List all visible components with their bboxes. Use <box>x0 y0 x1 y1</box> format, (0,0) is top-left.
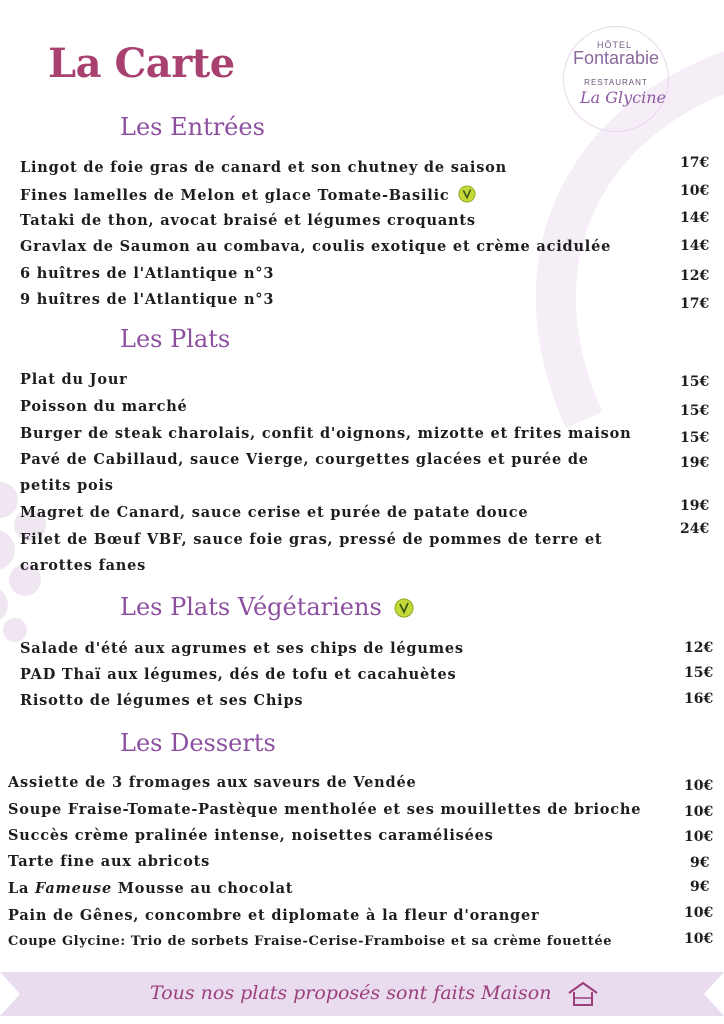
menu-price: 10€ <box>684 905 714 921</box>
logo-restaurant-label: RESTAURANT <box>584 78 648 87</box>
menu-item: Filet de Bœuf VBF, sauce foie gras, pressé de pommes de terre et carottes fanes <box>20 531 603 574</box>
section-title-desserts: Les Desserts <box>120 729 276 757</box>
menu-item-emphasis: Fameuse <box>35 880 113 897</box>
menu-price: 12€ <box>680 268 710 284</box>
section-title-label: Les Plats Végétariens <box>120 593 382 621</box>
menu-price: 9€ <box>690 879 710 895</box>
menu-item: Salade d'été aux agrumes et ses chips de légumes <box>20 640 464 657</box>
menu-item: Tataki de thon, avocat braisé et légumes croquants <box>20 212 476 229</box>
menu-item <box>20 185 476 204</box>
menu-price: 14€ <box>680 210 710 226</box>
logo-hotel-name: Fontarabie <box>572 48 660 68</box>
page-title: La Carte <box>48 40 235 87</box>
menu-price: 10€ <box>684 804 714 820</box>
menu-item: 6 huîtres de l'Atlantique n°3 <box>20 265 275 282</box>
menu-item-suffix: Mousse au chocolat <box>112 880 294 897</box>
menu-item: Pavé de Cabillaud, sauce Vierge, courgettes glacées et purée de petits pois <box>20 451 589 494</box>
logo-restaurant-name: La Glycine <box>579 88 667 107</box>
menu-item: Plat du Jour <box>20 371 128 388</box>
menu-item: Coupe Glycine: Trio de sorbets Fraise-Cerise-Framboise et sa crème fouettée <box>8 934 613 949</box>
menu-price: 9€ <box>690 855 710 871</box>
menu-item: Risotto de légumes et ses Chips <box>20 692 304 709</box>
menu-item: Assiette de 3 fromages aux saveurs de Vendée <box>8 774 417 791</box>
menu-price: 12€ <box>684 640 714 656</box>
menu-price: 10€ <box>684 931 714 947</box>
menu-price: 15€ <box>680 430 710 446</box>
menu-price: 15€ <box>680 403 710 419</box>
section-title-entrees: Les Entrées <box>120 113 265 141</box>
menu-item <box>8 880 293 897</box>
menu-item: Burger de steak charolais, confit d'oignons, mizotte et frites maison <box>20 425 632 442</box>
menu-item: 9 huîtres de l'Atlantique n°3 <box>20 291 275 308</box>
menu-price: 15€ <box>680 374 710 390</box>
menu-item: Tarte fine aux abricots <box>8 853 211 870</box>
section-title-plats: Les Plats <box>120 325 231 353</box>
menu-item-prefix: La <box>8 880 36 897</box>
menu-item: Soupe Fraise-Tomate-Pastèque mentholée et ses mouillettes de brioche <box>8 801 642 818</box>
menu-price: 10€ <box>680 183 710 199</box>
menu-price: 10€ <box>684 778 714 794</box>
vegetarian-icon <box>458 185 476 203</box>
menu-price: 17€ <box>680 155 710 171</box>
menu-item-label: Fines lamelles de Melon et glace Tomate-Basilic <box>20 187 450 204</box>
menu-item: Poisson du marché <box>20 398 188 415</box>
menu-item: Succès crème pralinée intense, noisettes caramélisées <box>8 827 494 844</box>
menu-price: 15€ <box>684 665 714 681</box>
menu-item: PAD Thaï aux légumes, dés de tofu et cacahuètes <box>20 666 457 683</box>
vegetarian-icon <box>394 598 414 618</box>
section-title-vegetariens <box>120 593 414 621</box>
menu-price: 17€ <box>680 296 710 312</box>
menu-price: 14€ <box>680 238 710 254</box>
menu-price: 10€ <box>684 829 714 845</box>
logo-hotel-label: HÔTEL <box>597 40 633 50</box>
menu-item: Magret de Canard, sauce cerise et purée de patate douce <box>20 504 529 521</box>
menu-price: 19€ <box>680 498 710 514</box>
menu-price: 19€ <box>680 455 710 471</box>
footer-banner-text: Tous nos plats proposés sont faits Maison <box>150 982 552 1004</box>
hotel-logo <box>553 32 683 132</box>
menu-price: 24€ <box>680 521 710 537</box>
menu-item: Pain de Gênes, concombre et diplomate à la fleur d'oranger <box>8 907 540 924</box>
home-icon <box>566 980 600 1008</box>
menu-item: Gravlax de Saumon au combava, coulis exotique et crème acidulée <box>20 238 612 255</box>
menu-item: Lingot de foie gras de canard et son chutney de saison <box>20 159 507 176</box>
menu-price: 16€ <box>684 691 714 707</box>
